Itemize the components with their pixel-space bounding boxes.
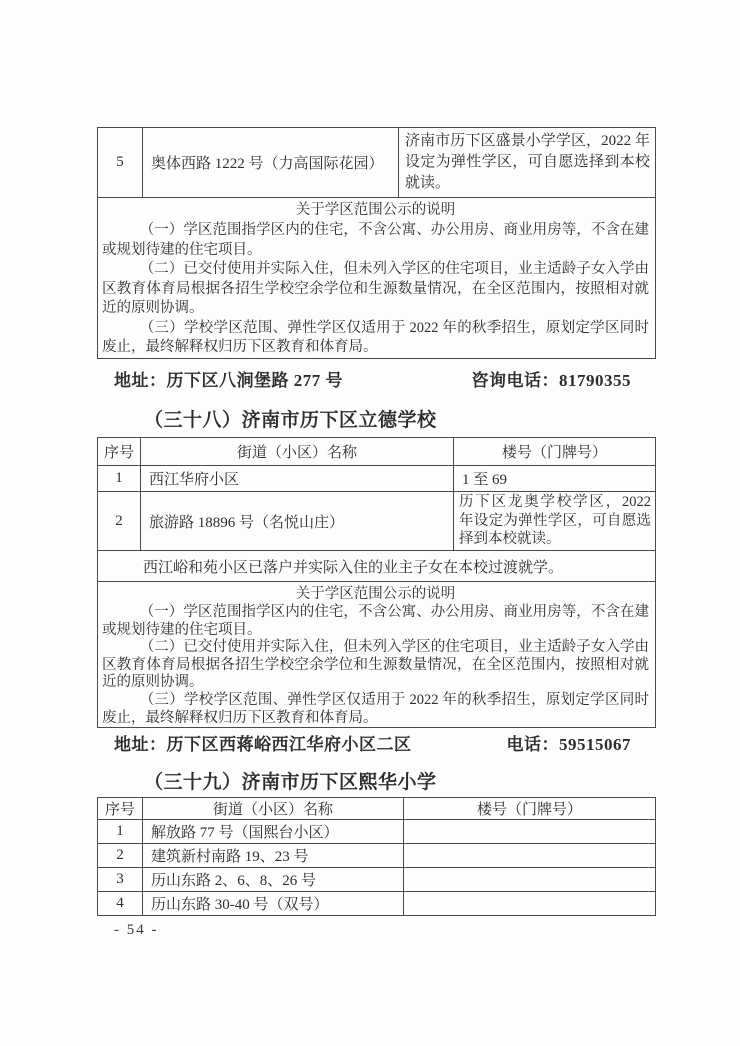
table-row <box>98 868 656 892</box>
street-name-cell: 历山东路 2、6、8、26 号 <box>143 868 404 892</box>
table-row <box>98 892 656 916</box>
building-no-cell <box>404 820 656 844</box>
row-index: 2 <box>98 844 143 868</box>
transition-note-cell: 西江峪和苑小区已落户并实际入住的业主子女在本校过渡就学。 <box>98 551 656 582</box>
header-building-no: 楼号（门牌号） <box>454 438 656 466</box>
street-name-cell: 建筑新村南路 19、23 号 <box>143 844 404 868</box>
table-row <box>98 820 656 844</box>
notice-paragraph-3: （三）学校学区范围、弹性学区仅适用于 2022 年的秋季招生，原划定学区同时废止，最终解释权归历下区教育和体育局。 <box>102 691 649 726</box>
notice-cell <box>98 582 656 728</box>
notice-paragraph-2: （二）已交付使用并实际入住，但未列入学区的住宅项目，业主适龄子女入学由区教育体育局根据各招生学校空余学位和生源数量情况，在全区范围内，按照相对就近的原则协调。 <box>102 261 649 316</box>
table-header-row <box>98 438 656 466</box>
row-index: 3 <box>98 868 143 892</box>
row-index: 1 <box>98 820 143 844</box>
street-name-cell: 旅游路 18896 号（名悦山庄） <box>141 492 454 551</box>
contact-line <box>114 366 631 391</box>
header-no: 序号 <box>98 798 143 820</box>
street-name-cell: 解放路 77 号（国熙台小区） <box>143 820 404 844</box>
notice-title: 关于学区范围公示的说明 <box>295 202 456 218</box>
school-39-table <box>97 797 656 916</box>
school-address: 地址：历下区西蒋峪西江华府小区二区 <box>114 735 412 754</box>
row-index: 2 <box>98 492 141 551</box>
school-phone: 咨询电话：81790355 <box>471 371 631 390</box>
school-phone: 电话：59515067 <box>506 735 631 754</box>
street-name-cell: 西江华府小区 <box>141 466 454 492</box>
section-title-39: （三十九）济南市历下区熙华小学 <box>144 772 437 793</box>
notice-cell <box>98 198 656 359</box>
table-row <box>98 844 656 868</box>
page-number: - 54 - <box>114 922 159 938</box>
table-row <box>98 466 656 492</box>
building-no-cell <box>404 868 656 892</box>
building-no-cell <box>404 892 656 916</box>
header-building-no: 楼号（门牌号） <box>404 798 656 820</box>
transition-note-row <box>98 551 656 582</box>
header-no: 序号 <box>98 438 141 466</box>
notice-title: 关于学区范围公示的说明 <box>295 586 456 602</box>
section-title-38: （三十八）济南市历下区立德学校 <box>144 410 437 431</box>
building-no-cell <box>404 844 656 868</box>
header-street-name: 街道（小区）名称 <box>143 798 404 820</box>
school-38-table <box>97 437 656 728</box>
district-note-cell: 济南市历下区盛景小学学区，2022 年设定为弹性学区，可自愿选择到本校就读。 <box>399 128 656 198</box>
notice-row <box>98 198 656 359</box>
row-index: 5 <box>98 128 143 198</box>
notice-paragraph-2: （二）已交付使用并实际入住，但未列入学区的住宅项目，业主适龄子女入学由区教育体育局根据各招生学校空余学位和生源数量情况，在全区范围内，按照相对就近的原则协调。 <box>102 639 649 691</box>
building-no-cell: 1 至 69 <box>454 466 656 492</box>
prev-school-table <box>97 127 656 359</box>
building-no-cell: 历下区龙奥学校学区，2022 年设定为弹性学区，可自愿选择到本校就读。 <box>454 492 656 551</box>
notice-paragraph-3: （三）学校学区范围、弹性学区仅适用于 2022 年的秋季招生，原划定学区同时废止，最终解释权归历下区教育和体育局。 <box>102 319 649 355</box>
header-street-name: 街道（小区）名称 <box>141 438 454 466</box>
row-index: 1 <box>98 466 141 492</box>
notice-paragraph-1: （一）学区范围指学区内的住宅，不含公寓、办公用房、商业用房等，不含在建或规划待建的住宅项目。 <box>102 222 649 258</box>
street-name-cell: 历山东路 30-40 号（双号） <box>143 892 404 916</box>
table-row <box>98 492 656 551</box>
table-row <box>98 128 656 198</box>
notice-row <box>98 582 656 728</box>
table-header-row <box>98 798 656 820</box>
street-name-cell: 奥体西路 1222 号（力高国际花园） <box>143 128 399 198</box>
school-address: 地址：历下区八涧堡路 277 号 <box>114 371 343 390</box>
contact-line <box>114 730 631 755</box>
notice-paragraph-1: （一）学区范围指学区内的住宅，不含公寓、办公用房、商业用房等，不含在建或规划待建的住宅项目。 <box>102 604 649 638</box>
row-index: 4 <box>98 892 143 916</box>
